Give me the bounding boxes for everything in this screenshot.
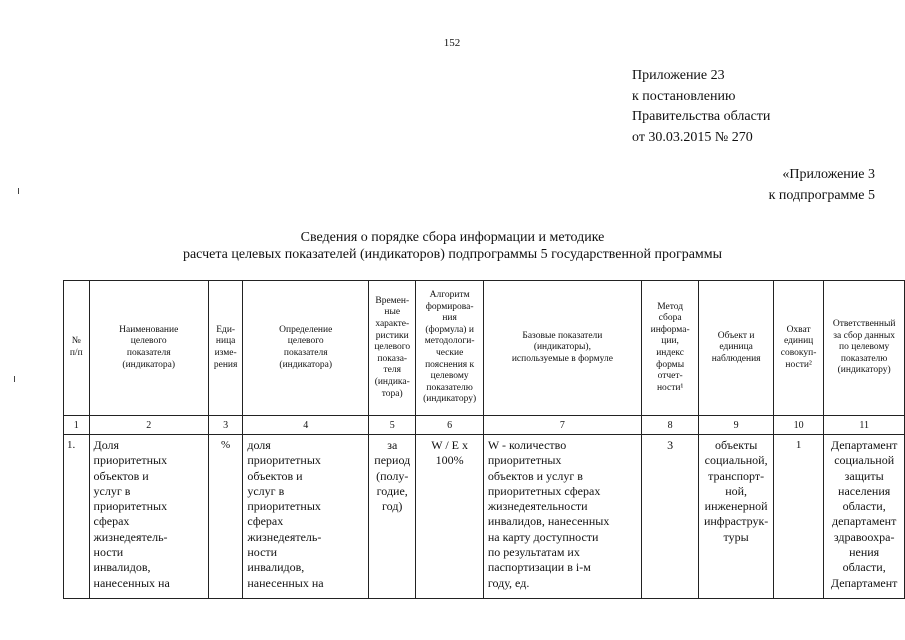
observation-object: объекты социальной, транспорт- ной, инженерной инфраструк- туры [699,435,774,599]
column-number: 9 [699,416,774,435]
title-line-2: расчета целевых показателей (индикаторов) подпрограммы 5 государственной программы [182,247,723,262]
header-cell: Метод сбора информа- ции, индекс формы отчет- ности¹ [641,281,698,416]
column-number: 5 [369,416,416,435]
scan-mark [14,376,15,382]
unit-cell: % [208,435,242,599]
indicators-table [63,280,905,599]
title-line-1: Сведения о порядке сбора информации и методике [300,230,605,245]
sub-appendix-line: к подпрограмме 5 [768,187,875,203]
header-cell: Алгоритм формирова- ния (формула) и методологи- ческие пояснения к целевому показателю (индикатору) [416,281,483,416]
column-number: 2 [89,416,208,435]
column-number: 8 [641,416,698,435]
column-number-row [64,416,905,435]
time-characteristics: за период (полу- годие, год) [369,435,416,599]
table-header-row [64,281,905,416]
column-number: 1 [64,416,90,435]
row-index: 1. [64,435,90,599]
header-cell: Времен- ные характе- ристики целевого показа- теля (индика- тора) [369,281,416,416]
column-number: 7 [483,416,641,435]
appendix-line: от 30.03.2015 № 270 [632,129,753,145]
header-cell: Еди- ница изме- рения [208,281,242,416]
header-cell: Ответственный за сбор данных по целевому показателю (индикатору) [824,281,905,416]
table-row [64,435,905,599]
column-number: 11 [824,416,905,435]
appendix-line: к постановлению [632,88,736,104]
header-cell: Объект и единица наблюдения [699,281,774,416]
header-cell: Базовые показатели (индикаторы), используемые в формуле [483,281,641,416]
column-number: 4 [243,416,369,435]
column-number: 10 [773,416,823,435]
indicator-name: Доля приоритетных объектов и услуг в приоритетных сферах жизнедеятель- ности инвалидов, нанесенных на [89,435,208,599]
header-cell: Охват единиц совокуп- ности² [773,281,823,416]
collection-method: 3 [641,435,698,599]
document-title [0,229,905,263]
appendix-line: Правительства области [632,109,771,124]
header-cell: Определение целевого показателя (индикатора) [243,281,369,416]
appendix-header [632,66,770,148]
appendix-line: Приложение 23 [632,68,725,83]
indicator-definition: доля приоритетных объектов и услуг в приоритетных сферах жизнедеятель- ности инвалидов, нанесенных на [243,435,369,599]
page-number: 152 [443,37,461,49]
header-cell: Наименование целевого показателя (индикатора) [89,281,208,416]
base-indicators: W - количество приоритетных объектов и услуг в приоритетных сферах жизнедеятельности инвалидов, нанесенных на карту доступности по результатам их паспортизации в i-м году, ед. [483,435,641,599]
scan-mark [18,188,19,194]
sub-appendix-header [769,165,875,206]
sub-appendix-line: «Приложение 3 [782,167,875,182]
responsible-cell: Департамент социальной защиты населения области, департамент здравоохра- нения области, Департамент [824,435,905,599]
column-number: 6 [416,416,483,435]
coverage-cell: 1 [773,435,823,599]
header-cell: № п/п [64,281,90,416]
column-number: 3 [208,416,242,435]
formula-cell: W / E х 100% [416,435,483,599]
